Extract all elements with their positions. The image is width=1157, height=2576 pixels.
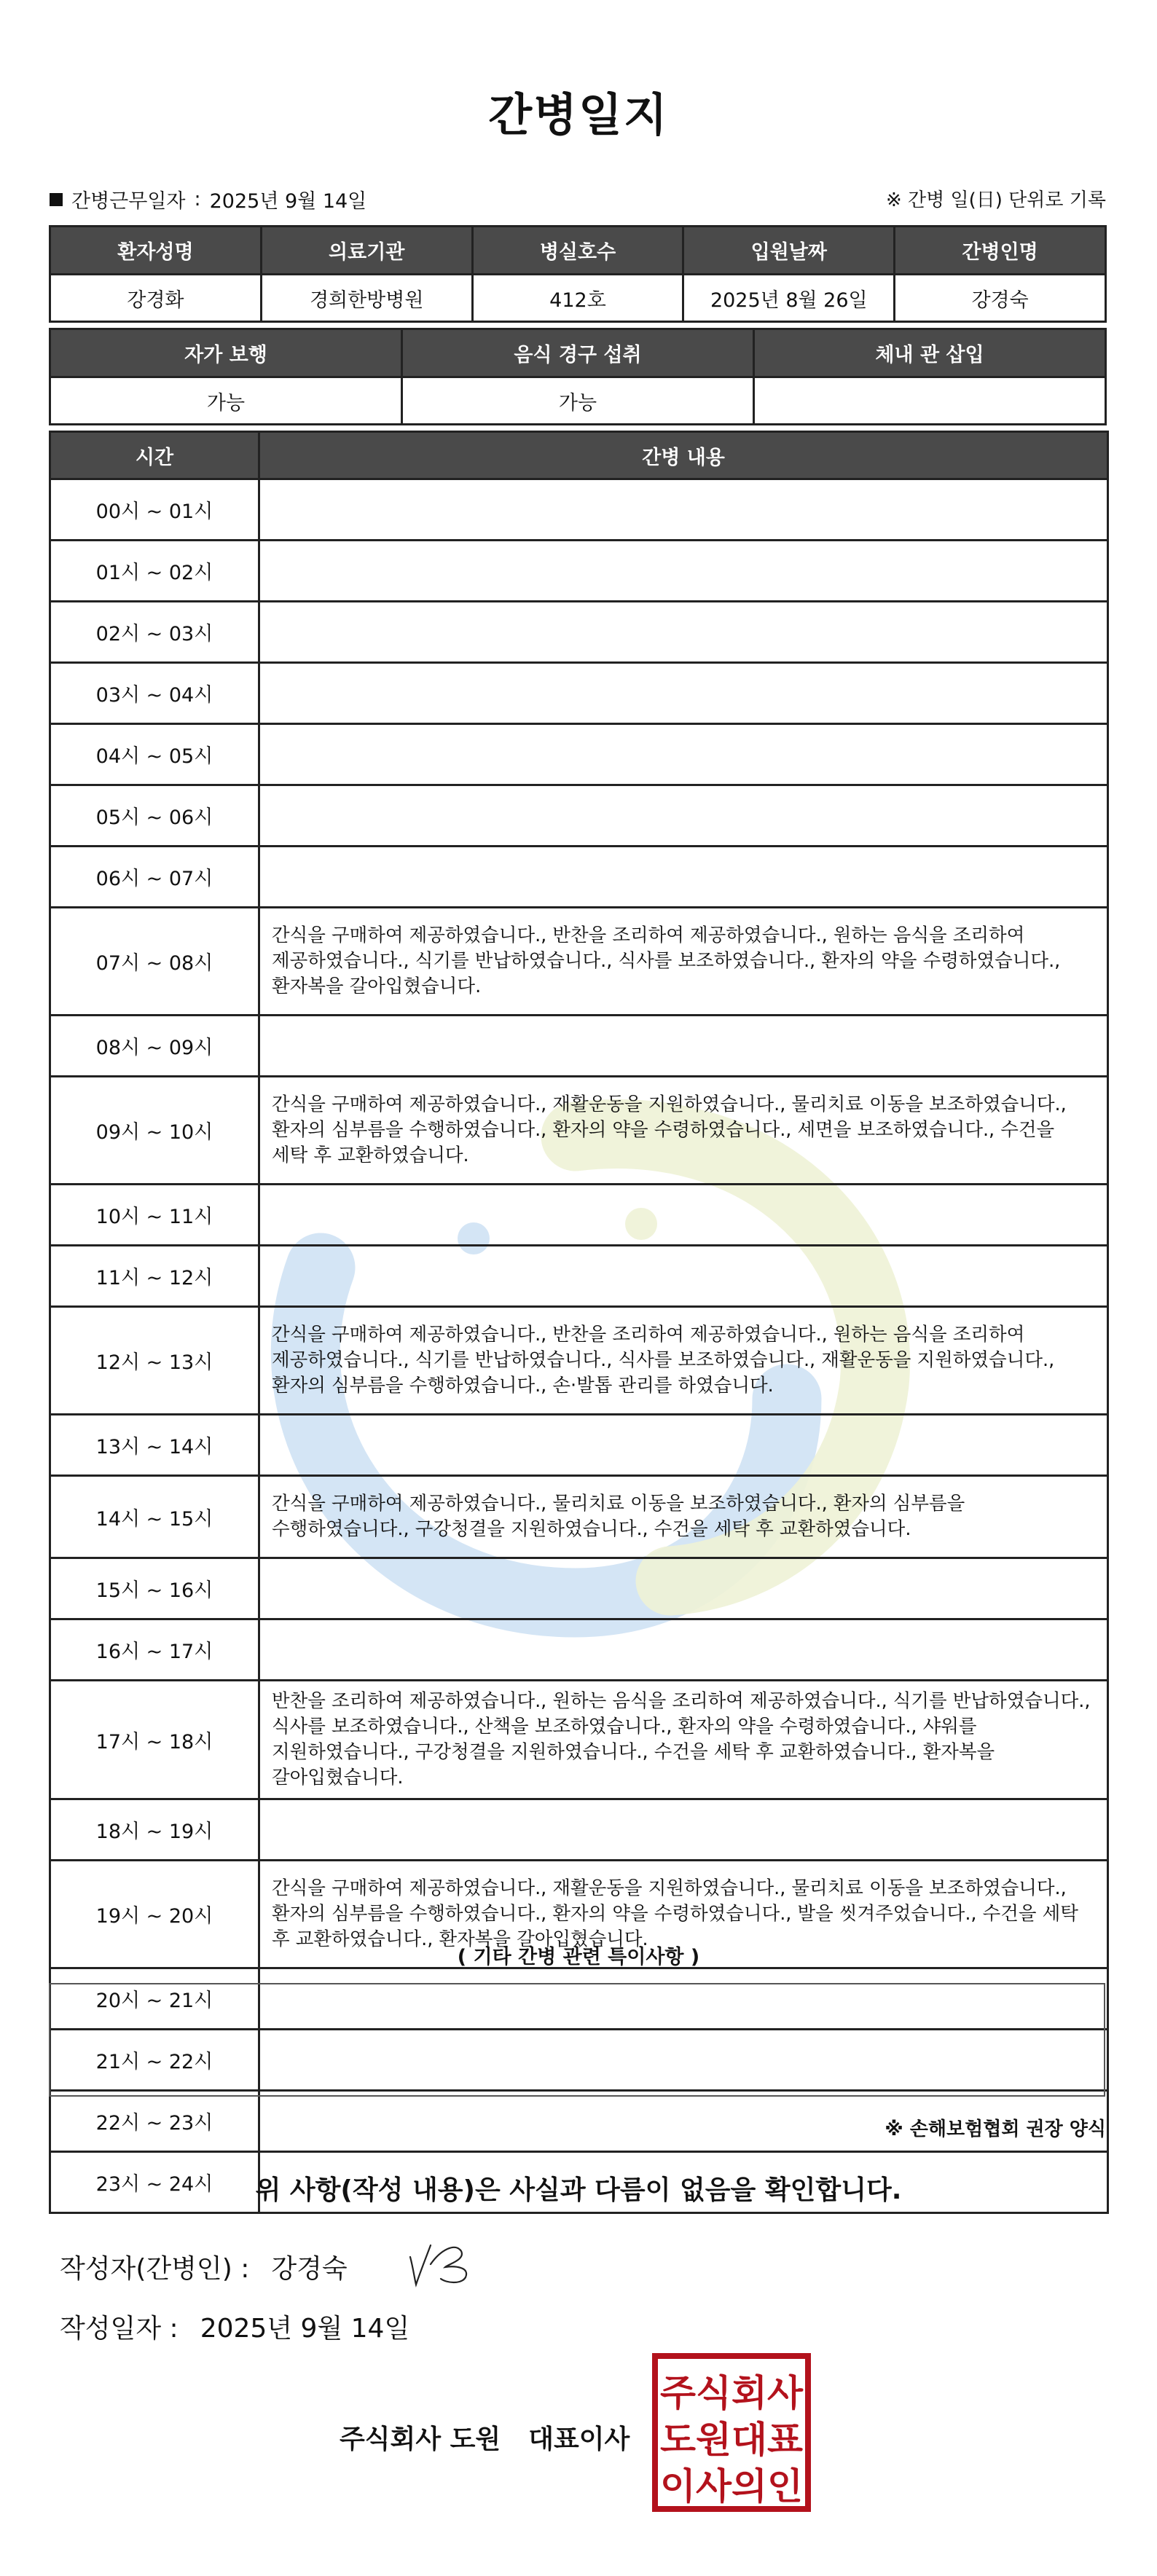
log-content: 간식을 구매하여 제공하였습니다., 재활운동을 지원하였습니다., 물리치료 이동을 보조하였습니다., 환자의 심부름을 수행하였습니다., 환자의 약을 수령하였습니다., 발을 씻겨주었습니다., 수건을 세탁 후 교환하였습니다., 환자복을 갈아입혔습니다. — [259, 1861, 1108, 1968]
special-notes-title: ( 기타 간병 관련 특이사항 ) — [457, 1946, 700, 1968]
bullet-square-icon — [50, 193, 63, 206]
log-time: 05시 ~ 06시 — [50, 785, 259, 847]
write-date-row — [60, 2308, 409, 2345]
log-time: 01시 ~ 02시 — [50, 541, 259, 602]
log-row — [50, 602, 1108, 663]
log-row — [50, 724, 1108, 785]
company-signature-line — [340, 2419, 630, 2456]
company-seal-stamp — [651, 2352, 812, 2513]
header-time: 시간 — [50, 432, 259, 479]
log-content — [259, 847, 1108, 908]
oral-intake-value: 가능 — [402, 377, 754, 425]
log-row — [50, 1799, 1108, 1861]
log-time: 13시 ~ 14시 — [50, 1415, 259, 1476]
log-row — [50, 1185, 1108, 1246]
log-content: 간식을 구매하여 제공하였습니다., 재활운동을 지원하였습니다., 물리치료 이동을 보조하였습니다., 환자의 심부름을 수행하였습니다., 환자의 약을 수령하였습니다., 세면을 보조하였습니다., 수건을 세탁 후 교환하였습니다. — [259, 1077, 1108, 1185]
log-time: 02시 ~ 03시 — [50, 602, 259, 663]
work-date-value: 2025년 9월 14일 — [209, 190, 367, 213]
ability-value-row — [50, 377, 1106, 425]
log-content — [259, 1799, 1108, 1861]
log-time: 14시 ~ 15시 — [50, 1476, 259, 1558]
log-time: 15시 ~ 16시 — [50, 1558, 259, 1619]
log-header-row — [50, 432, 1108, 479]
confirmation-statement: 위 사항(작성 내용)은 사실과 다름이 없음을 확인합니다. — [255, 2175, 902, 2205]
write-date-value: 2025년 9월 14일 — [200, 2314, 410, 2344]
log-content — [259, 1558, 1108, 1619]
work-date-label: 간병근무일자 — [71, 190, 186, 213]
log-time: 16시 ~ 17시 — [50, 1619, 259, 1681]
log-content — [259, 541, 1108, 602]
special-notes-box — [49, 1983, 1105, 2097]
self-walking-value: 가능 — [50, 377, 402, 425]
work-date-separator: : — [194, 188, 201, 211]
log-time: 00시 ~ 01시 — [50, 479, 259, 541]
write-date-label: 작성일자 : — [60, 2314, 179, 2344]
handwritten-signature — [404, 2235, 492, 2290]
log-time: 12시 ~ 13시 — [50, 1307, 259, 1415]
room-number: 412호 — [472, 275, 683, 322]
log-time: 20시 ~ 21시 — [50, 1968, 259, 2030]
log-row — [50, 1077, 1108, 1185]
header-tube-insertion: 체내 관 삽입 — [754, 329, 1106, 377]
header-patient-name: 환자성명 — [50, 227, 262, 275]
writer-label: 작성자(간병인) : — [60, 2254, 250, 2284]
log-time: 22시 ~ 23시 — [50, 2091, 259, 2152]
caregiver-name: 강경숙 — [895, 275, 1106, 322]
writer-row — [60, 2248, 348, 2285]
log-time: 17시 ~ 18시 — [50, 1681, 259, 1799]
log-row — [50, 663, 1108, 724]
daily-record-note: ※ 간병 일(日) 단위로 기록 — [885, 189, 1106, 211]
insurance-form-note: ※ 손해보험협회 권장 양식 — [885, 2118, 1106, 2140]
log-content — [259, 1415, 1108, 1476]
work-date-row — [50, 185, 366, 213]
header-self-walking: 자가 보행 — [50, 329, 402, 377]
log-row — [50, 479, 1108, 541]
log-content — [259, 785, 1108, 847]
log-row — [50, 1476, 1108, 1558]
log-time: 10시 ~ 11시 — [50, 1185, 259, 1246]
log-row — [50, 1619, 1108, 1681]
writer-name: 강경숙 — [271, 2254, 348, 2284]
hospital-name: 경희한방병원 — [261, 275, 472, 322]
tube-insertion-value — [754, 377, 1106, 425]
log-content: 반찬을 조리하여 제공하였습니다., 원하는 음식을 조리하여 제공하였습니다., 식기를 반납하였습니다., 식사를 보조하였습니다., 산책을 보조하였습니다., 환자의 약을 수령하였습니다., 샤워를 지원하였습니다., 구강청결을 지원하였습니다., 수건을 세탁 후 교환하였습니다., 환자복을 갈아입혔습니다. — [259, 1681, 1108, 1799]
log-time: 09시 ~ 10시 — [50, 1077, 259, 1185]
log-content: 간식을 구매하여 제공하였습니다., 물리치료 이동을 보조하였습니다., 환자의 심부름을 수행하였습니다., 구강청결을 지원하였습니다., 수건을 세탁 후 교환하였습니다. — [259, 1476, 1108, 1558]
log-row — [50, 1246, 1108, 1307]
log-row — [50, 785, 1108, 847]
log-content: 간식을 구매하여 제공하였습니다., 반찬을 조리하여 제공하였습니다., 원하는 음식을 조리하여 제공하였습니다., 식기를 반납하였습니다., 식사를 보조하였습니다., 환자의 약을 수령하였습니다., 환자복을 갈아입혔습니다. — [259, 908, 1108, 1016]
log-content — [259, 479, 1108, 541]
log-time: 19시 ~ 20시 — [50, 1861, 259, 1968]
log-content — [259, 1185, 1108, 1246]
log-content — [259, 1619, 1108, 1681]
log-content — [259, 1246, 1108, 1307]
document-title: 간병일지 — [488, 88, 669, 141]
patient-name: 강경화 — [50, 275, 262, 322]
log-time: 08시 ~ 09시 — [50, 1016, 259, 1077]
log-row — [50, 1558, 1108, 1619]
log-content — [259, 1016, 1108, 1077]
log-time: 18시 ~ 19시 — [50, 1799, 259, 1861]
header-hospital: 의료기관 — [261, 227, 472, 275]
log-content — [259, 602, 1108, 663]
header-room: 병실호수 — [472, 227, 683, 275]
patient-info-header-row — [50, 227, 1106, 275]
log-content — [259, 663, 1108, 724]
company-name: 주식회사 도원 — [340, 2424, 501, 2454]
log-time: 11시 ~ 12시 — [50, 1246, 259, 1307]
stamp-line-1: 주식회사 — [660, 2372, 804, 2414]
log-time: 06시 ~ 07시 — [50, 847, 259, 908]
log-content — [259, 724, 1108, 785]
log-row — [50, 1681, 1108, 1799]
log-row — [50, 1016, 1108, 1077]
log-time: 07시 ~ 08시 — [50, 908, 259, 1016]
patient-ability-table — [49, 328, 1107, 425]
patient-info-table — [49, 225, 1107, 323]
log-time: 23시 ~ 24시 — [50, 2152, 259, 2213]
header-admission-date: 입원날짜 — [683, 227, 895, 275]
log-row — [50, 1307, 1108, 1415]
admission-date: 2025년 8월 26일 — [683, 275, 895, 322]
patient-info-value-row — [50, 275, 1106, 322]
log-time: 04시 ~ 05시 — [50, 724, 259, 785]
header-caregiver-name: 간병인명 — [895, 227, 1106, 275]
ability-header-row — [50, 329, 1106, 377]
log-time: 21시 ~ 22시 — [50, 2030, 259, 2091]
header-oral-intake: 음식 경구 섭취 — [402, 329, 754, 377]
stamp-line-3: 이사의인 — [660, 2465, 803, 2508]
log-row — [50, 847, 1108, 908]
log-time: 03시 ~ 04시 — [50, 663, 259, 724]
log-row — [50, 1415, 1108, 1476]
log-content: 간식을 구매하여 제공하였습니다., 반찬을 조리하여 제공하였습니다., 원하는 음식을 조리하여 제공하였습니다., 식기를 반납하였습니다., 식사를 보조하였습니다., 재활운동을 지원하였습니다., 환자의 심부름을 수행하였습니다., 손·발톱 관리를 하였습니다. — [259, 1307, 1108, 1415]
ceo-title: 대표이사 — [528, 2424, 630, 2454]
stamp-line-2: 도원대표 — [660, 2419, 804, 2461]
log-row — [50, 541, 1108, 602]
header-care-content: 간병 내용 — [259, 432, 1108, 479]
log-row — [50, 908, 1108, 1016]
